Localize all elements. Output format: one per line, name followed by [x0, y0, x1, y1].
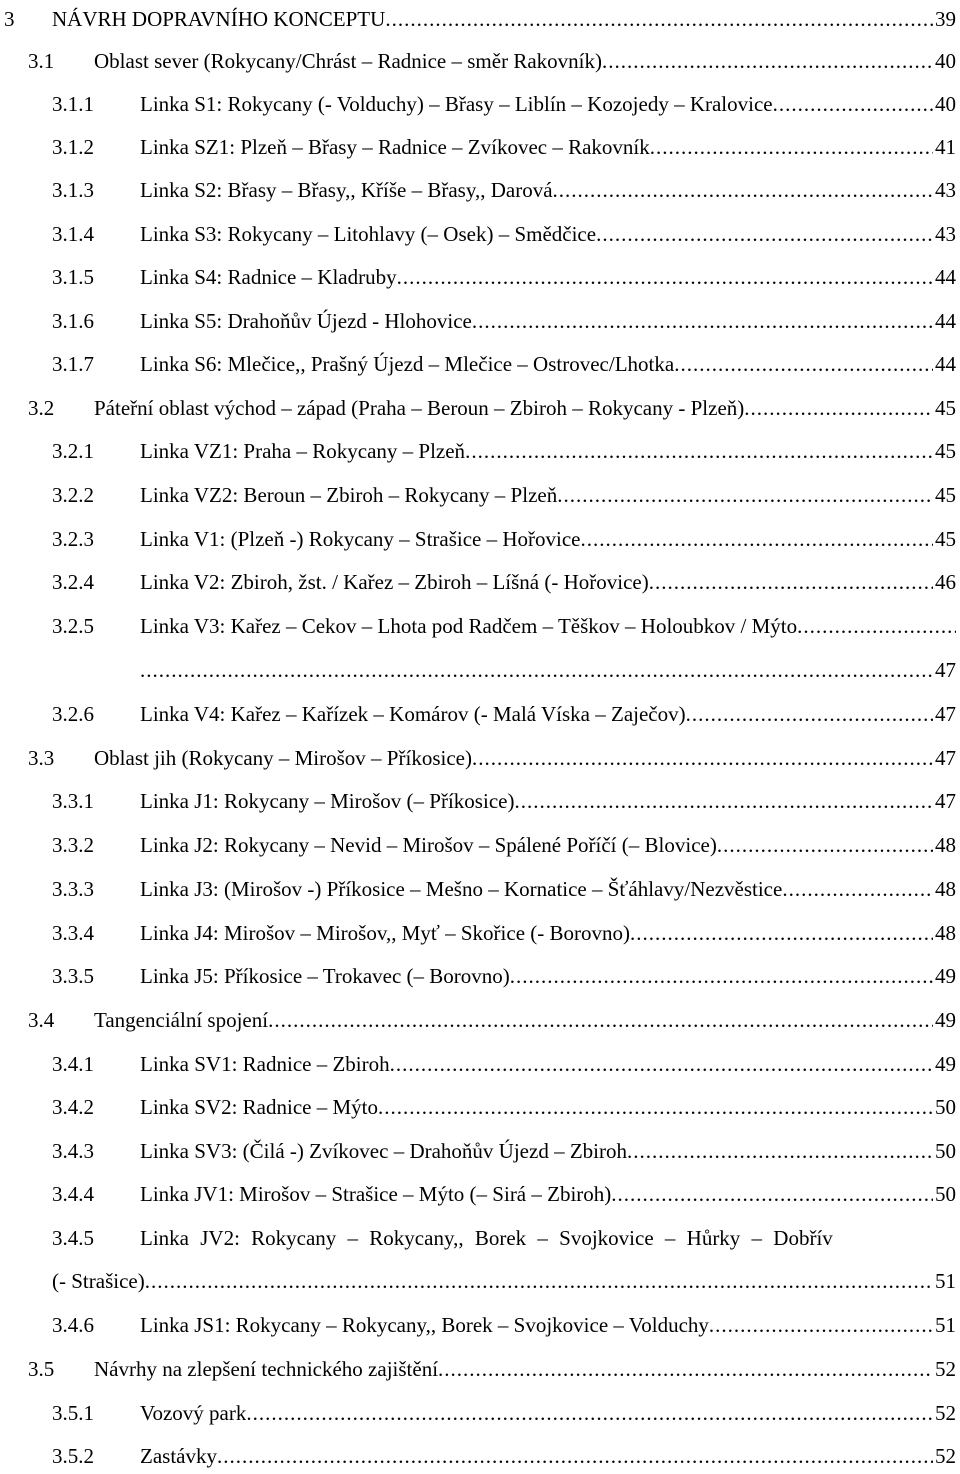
toc-entry-page: 41: [935, 135, 956, 159]
toc-entry-number: 3.1.7: [52, 352, 94, 376]
toc-leader: [472, 306, 933, 336]
toc-entry[interactable]: [52, 567, 956, 597]
toc-leader: [650, 132, 933, 162]
toc-entry-page: 50: [935, 1182, 956, 1206]
toc-entry[interactable]: [28, 743, 956, 773]
toc-entry-page: 44: [935, 265, 956, 289]
toc-entry-number: 3.1.3: [52, 178, 94, 202]
toc-entry-number: 3.1.4: [52, 222, 94, 246]
toc-entry-number: 3.5.2: [52, 1444, 94, 1468]
toc-entry-title: Linka S2: Břasy – Břasy,, Kříše – Břasy,, Darová: [140, 178, 553, 202]
toc-entry-page: 52: [935, 1401, 956, 1425]
toc-entry-page: 50: [935, 1139, 956, 1163]
toc-entry-page: 39: [935, 7, 956, 31]
toc-entry-page: 45: [935, 527, 956, 551]
toc-entry-title: Linka S4: Radnice – Kladruby: [140, 265, 397, 289]
toc-leader: [596, 219, 933, 249]
toc-entry[interactable]: [52, 918, 956, 948]
toc-entry-number: 3.4.6: [52, 1313, 94, 1337]
toc-entry[interactable]: [52, 1179, 956, 1209]
toc-entry-continuation[interactable]: [52, 1266, 956, 1296]
toc-entry-continuation[interactable]: [140, 655, 956, 685]
toc-entry-number: 3.2.1: [52, 439, 94, 463]
toc-leader: [674, 349, 933, 379]
toc-entry-number: 3.3.1: [52, 789, 94, 813]
toc-entry-title: Linka V1: (Plzeň -) Rokycany – Strašice – Hořovice: [140, 527, 581, 551]
toc-entry-title: Linka V3: Kařez – Cekov – Lhota pod Radčem – Těškov – Holoubkov / Mýto: [140, 614, 798, 638]
toc-entry-page: 45: [935, 483, 956, 507]
toc-entry[interactable]: [52, 175, 956, 205]
toc-leader: [472, 743, 933, 773]
toc-entry-title: Linka JS1: Rokycany – Rokycany,, Borek – Svojkovice – Volduchy: [140, 1313, 709, 1337]
toc-entry-title: Linka JV1: Mirošov – Strašice – Mýto (– Sirá – Zbiroh): [140, 1182, 612, 1206]
toc-entry-page: 45: [935, 396, 956, 420]
toc-entry[interactable]: [52, 132, 956, 162]
toc-entry-title: Linka SV2: Radnice – Mýto: [140, 1095, 378, 1119]
toc-entry-title: Linka VZ2: Beroun – Zbiroh – Rokycany – Plzeň: [140, 483, 558, 507]
toc-entry-page: 49: [935, 1052, 956, 1076]
toc-entry-page: 46: [935, 570, 956, 594]
toc-entry-number: 3.3: [28, 746, 55, 770]
toc-entry-number: 3.1.1: [52, 92, 94, 116]
toc-entry-title: Linka SZ1: Plzeň – Břasy – Radnice – Zvíkovec – Rakovník: [140, 135, 650, 159]
toc-entry-title: Linka S6: Mlečice,, Prašný Újezd – Mlečice – Ostrovec/Lhotka: [140, 352, 675, 376]
toc-leader: [510, 961, 933, 991]
toc-leader: [773, 89, 933, 119]
toc-leader: [717, 830, 933, 860]
toc-leader: [649, 567, 933, 597]
toc-entry-page: 52: [935, 1444, 956, 1468]
toc-entry-number: 3.4.3: [52, 1139, 94, 1163]
toc-leader: [709, 1310, 933, 1340]
toc-entry-title: Vozový park: [140, 1401, 247, 1425]
toc-entry-title: Návrhy na zlepšení technického zajištění: [94, 1357, 439, 1381]
toc-leader: [268, 1005, 933, 1035]
toc-leader: [397, 262, 933, 292]
toc-entry[interactable]: [4, 4, 956, 34]
toc-leader: [797, 611, 956, 641]
toc-leader: [140, 655, 933, 685]
toc-leader: [581, 524, 934, 554]
toc-entry-number: 3.2.6: [52, 702, 94, 726]
toc-entry[interactable]: [52, 436, 956, 466]
toc-entry-number: 3.4.5: [52, 1226, 94, 1250]
toc-leader: [602, 46, 933, 76]
toc-entry-title: Linka S5: Drahoňův Újezd - Hlohovice: [140, 309, 472, 333]
toc-entry-title: Linka JV2: Rokycany – Rokycany,, Borek – Svojkovice – Hůrky – Dobřív: [140, 1226, 833, 1250]
toc-entry-number: 3.4.2: [52, 1095, 94, 1119]
toc-leader: [438, 1354, 933, 1384]
toc-entry-page: 49: [935, 1008, 956, 1032]
toc-entry[interactable]: [52, 874, 956, 904]
toc-leader: [390, 1049, 933, 1079]
toc-entry-title: Oblast jih (Rokycany – Mirošov – Příkosice): [94, 746, 472, 770]
toc-leader: [744, 393, 933, 423]
toc-entry-number: 3.1.6: [52, 309, 94, 333]
toc-leader: [686, 699, 933, 729]
toc-entry-page: 47: [935, 746, 956, 770]
toc-entry-page: 49: [935, 964, 956, 988]
toc-leader: [246, 1398, 933, 1428]
toc-leader: [465, 436, 933, 466]
toc-leader: [627, 1136, 933, 1166]
toc-leader: [385, 4, 933, 34]
toc-entry[interactable]: [52, 1310, 956, 1340]
toc-entry-page: 47: [935, 702, 956, 726]
toc-entry[interactable]: [52, 1092, 956, 1122]
toc-leader: [514, 786, 933, 816]
toc-entry-title-continuation: (- Strašice): [52, 1269, 145, 1293]
toc-entry-title: Páteřní oblast východ – západ (Praha – Beroun – Zbiroh – Rokycany - Plzeň): [94, 396, 745, 420]
toc-entry[interactable]: [52, 524, 956, 554]
toc-leader: [611, 1179, 933, 1209]
toc-entry-number: 3.3.2: [52, 833, 94, 857]
toc-entry-page: 51: [935, 1313, 956, 1337]
toc-entry-page: 52: [935, 1357, 956, 1381]
toc-entry[interactable]: [28, 1354, 956, 1384]
toc-entry[interactable]: [52, 262, 956, 292]
toc-entry[interactable]: [52, 961, 956, 991]
toc-entry-title: Linka J1: Rokycany – Mirošov (– Příkosice): [140, 789, 515, 813]
toc-leader: [217, 1441, 933, 1471]
toc-entry-page: 51: [935, 1269, 956, 1293]
toc-entry[interactable]: [52, 786, 956, 816]
toc-entry-number: 3.3.5: [52, 964, 94, 988]
toc-leader: [782, 874, 933, 904]
toc-entry-page: 48: [935, 921, 956, 945]
toc-entry-title: Linka J3: (Mirošov -) Příkosice – Mešno – Kornatice – Šťáhlavy/Nezvěstice: [140, 877, 783, 901]
toc-entry[interactable]: [28, 46, 956, 76]
toc-entry[interactable]: [52, 480, 956, 510]
toc-entry-number: 3.5: [28, 1357, 55, 1381]
toc-entry-title: Linka J5: Příkosice – Trokavec (– Borovno): [140, 964, 510, 988]
toc-entry-number: 3.4.1: [52, 1052, 94, 1076]
toc-entry-page: 48: [935, 833, 956, 857]
toc-entry-page: 40: [935, 92, 956, 116]
toc-entry-title: Linka J4: Mirošov – Mirošov,, Myť – Skořice (- Borovno): [140, 921, 630, 945]
toc-entry-number: 3.2.5: [52, 614, 94, 638]
toc-entry-number: 3: [4, 7, 15, 31]
toc-entry-number: 3.1.2: [52, 135, 94, 159]
toc-entry-title: Linka S3: Rokycany – Litohlavy (– Osek) – Smědčice: [140, 222, 597, 246]
toc-entry-page: 47: [935, 658, 956, 682]
toc-entry-number: 3.2.4: [52, 570, 94, 594]
toc-entry-title: Linka J2: Rokycany – Nevid – Mirošov – Spálené Poříčí (– Blovice): [140, 833, 717, 857]
toc-leader: [553, 175, 933, 205]
toc-entry-number: 3.2: [28, 396, 55, 420]
toc-entry-number: 3.4: [28, 1008, 55, 1032]
toc-entry-title: NÁVRH DOPRAVNÍHO KONCEPTU: [52, 7, 386, 31]
toc-entry-number: 3.1.5: [52, 265, 94, 289]
toc-entry-page: 47: [935, 789, 956, 813]
toc-entry-page: 43: [935, 178, 956, 202]
toc-leader: [630, 918, 933, 948]
toc-entry-page: 45: [935, 439, 956, 463]
toc-entry[interactable]: [28, 1005, 956, 1035]
toc-entry-title: Linka S1: Rokycany (- Volduchy) – Břasy – Liblín – Kozojedy – Kralovice: [140, 92, 773, 116]
toc-entry-page: 40: [935, 49, 956, 73]
toc-leader: [145, 1266, 933, 1296]
toc-entry-number: 3.2.2: [52, 483, 94, 507]
toc-entry[interactable]: [52, 699, 956, 729]
toc-entry[interactable]: [52, 1441, 956, 1471]
toc-entry[interactable]: [28, 393, 956, 423]
toc-entry-number: 3.1: [28, 49, 55, 73]
toc-entry-title: Linka SV3: (Čilá -) Zvíkovec – Drahoňův Újezd – Zbiroh: [140, 1139, 627, 1163]
toc-entry-number: 3.3.4: [52, 921, 94, 945]
toc-entry-title: Linka SV1: Radnice – Zbiroh: [140, 1052, 390, 1076]
toc-entry-number: 3.3.3: [52, 877, 94, 901]
toc-entry[interactable]: [52, 349, 956, 379]
toc-entry-title: Tangenciální spojení: [94, 1008, 269, 1032]
toc-entry-title: Oblast sever (Rokycany/Chrást – Radnice – směr Rakovník): [94, 49, 602, 73]
toc-entry-page: 43: [935, 222, 956, 246]
toc-entry[interactable]: [52, 611, 956, 641]
toc-entry-number: 3.5.1: [52, 1401, 94, 1425]
toc-entry[interactable]: [52, 1049, 956, 1079]
toc-entry-page: 48: [935, 877, 956, 901]
toc-entry-title: Linka V2: Zbiroh, žst. / Kařez – Zbiroh – Líšná (- Hořovice): [140, 570, 649, 594]
toc-leader: [557, 480, 933, 510]
toc-entry[interactable]: [52, 1136, 956, 1166]
toc-entry-number: 3.2.3: [52, 527, 94, 551]
toc-entry-title: Linka VZ1: Praha – Rokycany – Plzeň: [140, 439, 466, 463]
toc-entry[interactable]: [52, 219, 956, 249]
toc-entry[interactable]: [52, 1223, 956, 1253]
toc-entry-page: 44: [935, 309, 956, 333]
toc-entry[interactable]: [52, 89, 956, 119]
toc-entry-number: 3.4.4: [52, 1182, 94, 1206]
toc-entry[interactable]: [52, 1398, 956, 1428]
toc-leader: [378, 1092, 933, 1122]
toc-entry-title: Zastávky: [140, 1444, 217, 1468]
toc-entry-page: 44: [935, 352, 956, 376]
toc-entry[interactable]: [52, 830, 956, 860]
toc-entry[interactable]: [52, 306, 956, 336]
toc-entry-page: 50: [935, 1095, 956, 1119]
toc-entry-title: Linka V4: Kařez – Kařízek – Komárov (- Malá Víska – Zaječov): [140, 702, 686, 726]
